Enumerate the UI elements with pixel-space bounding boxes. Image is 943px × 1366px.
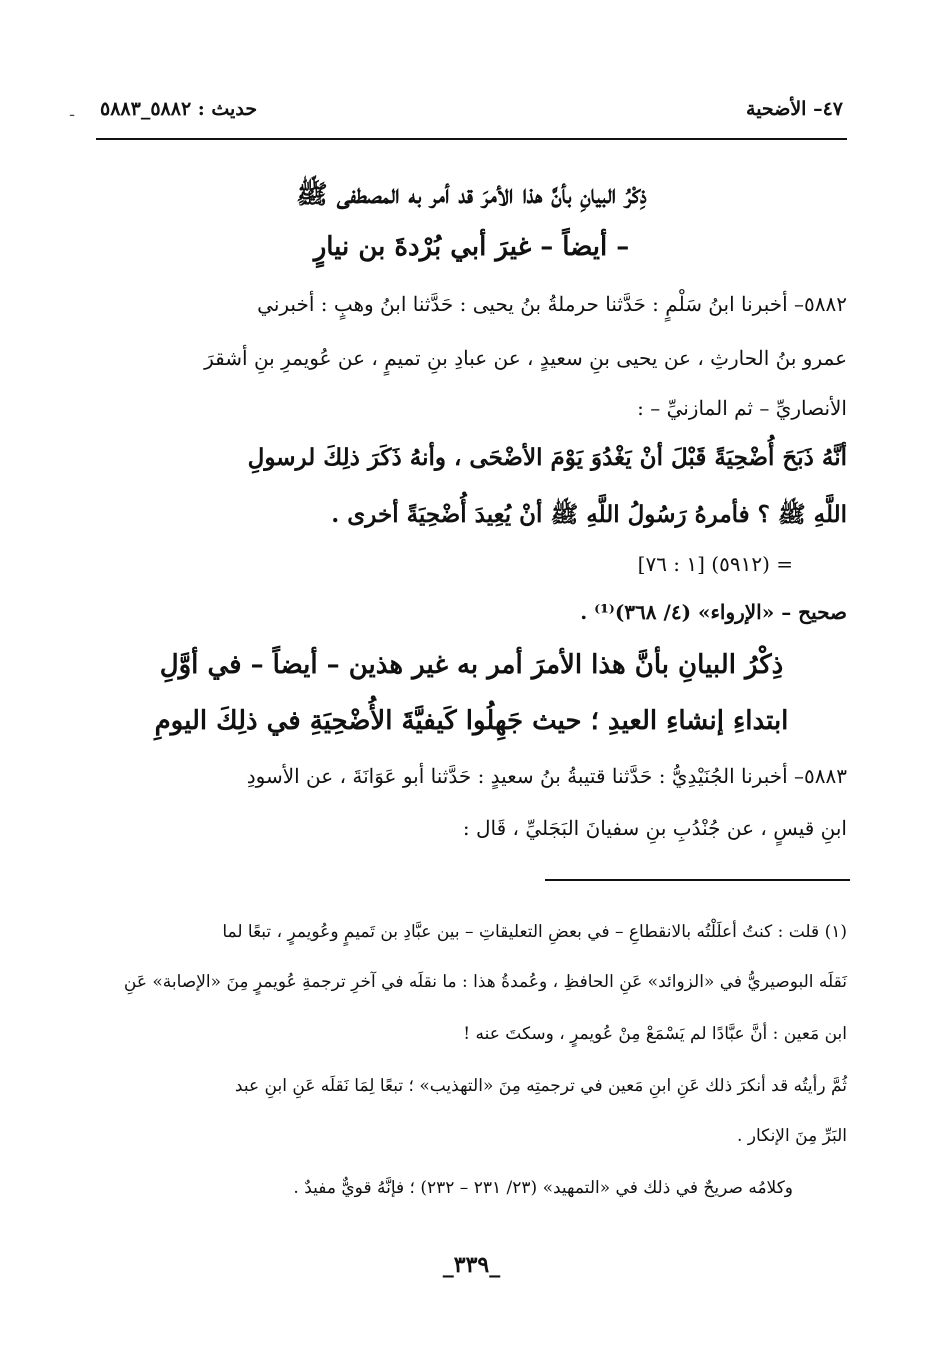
header-rule	[96, 138, 847, 140]
isnad-line: عمرو بنُ الحارثِ ، عن يحيى بنِ سعيدٍ ، عن عبادِ بنِ تميمٍ ، عن عُويمرِ بنِ أشقرَ	[204, 346, 847, 370]
page-number: _٣٣٩_	[442, 1252, 501, 1278]
margin-mark: ـ	[70, 104, 75, 120]
footnote-line: ابن مَعين : أنَّ عبَّادًا لم يَسْمَعْ مِنْ عُويمرٍ ، وسكتَ عنه !	[463, 1024, 847, 1044]
footnote-line: نَقلَه البوصيريُّ في «الزوائد» عَنِ الحافظِ ، وعُمدةُ هذا : ما نقلَه في آخرِ ترجمةِ عُويمرٍ مِنَ «الإصابة» عَنِ	[123, 972, 847, 992]
section-heading-line: ذِكْرُ البيانِ بأنَّ هذا الأمرَ أمر به غير هذين – أيضاً – في أوَّلِ	[159, 650, 784, 680]
cross-reference: = (٥٩١٢) [١ : ٧٦]	[637, 552, 793, 576]
section-heading-line: ابتداءِ إنشاءِ العيدِ ؛ حيث جَهِلُوا كَيفيَّةَ الأُضْحِيَةِ في ذلِكَ اليومِ	[154, 706, 789, 736]
section-heading-line: – أيضاً – غيرَ أبي بُرْدةَ بن نيارٍ	[313, 232, 630, 262]
isnad-line: الأنصاريِّ – ثم المازنيِّ – :	[637, 396, 847, 420]
grade-line: صحيح – «الإرواء» (٤/ ٣٦٨)⁽¹⁾ .	[580, 600, 847, 624]
footnote-line: ثُمَّ رأيتُه قد أنكرَ ذلك عَنِ ابنِ مَعين في ترجمتِه مِنَ «التهذيب» ؛ تبعًا لِمَا نَقلَه عَنِ ابنِ عبد	[234, 1076, 847, 1096]
section-heading-line: ذِكْرُ البيانِ بأنَّ هذا الأمرَ قد أمر به المصطفى ﷺ	[296, 180, 647, 210]
footnote-rule	[545, 879, 850, 881]
chapter-title: ٤٧– الأضحية	[746, 98, 843, 120]
isnad-line: ٥٨٨٢– أخبرنا ابنُ سَلْمٍ : حَدَّثنا حرملةُ بنُ يحيى : حَدَّثنا ابنُ وهبٍ : أخبرني	[257, 292, 847, 316]
matn-line: أنَّهُ ذَبَحَ أُضْحِيَةً قَبْلَ أنْ يَغْدُوَ يَوْمَ الأضْحَى ، وأنهُ ذَكَرَ ذلِكَ لرسولِ	[247, 444, 847, 471]
footnote-line: وكلامُه صريحٌ في ذلك في «التمهيد» (٢٣/ ٢٣١ – ٢٣٢) ؛ فإنَّهُ قويٌّ مفيدٌ .	[293, 1178, 793, 1198]
isnad-line: ابنِ قيسٍ ، عن جُنْدُبِ بنِ سفيانَ البَجَليِّ ، قَال :	[462, 816, 847, 840]
footnote-line: البَرِّ مِنَ الإنكار .	[736, 1126, 847, 1146]
matn-line: اللَّهِ ﷺ ؟ فأمرهُ رَسُولُ اللَّهِ ﷺ أنْ يُعِيدَ أُضْحِيَةً أخرى .	[331, 501, 847, 528]
isnad-line: ٥٨٨٣– أخبرنا الجُنَيْدِيُّ : حَدَّثنا قتيبةُ بنُ سعيدٍ : حَدَّثنا أبو عَوَانَةَ ، عن الأسودِ	[246, 764, 847, 788]
hadith-range: حديث : ٥٨٨٢_٥٨٨٣	[100, 98, 258, 120]
footnote-line: (١) قلت : كنتُ أعلَلْتُه بالانقطاعِ – في بعضِ التعليقاتِ – بين عبَّادِ بن تَميمٍ وعُويمرٍ ، تبعًا لما	[222, 922, 847, 942]
